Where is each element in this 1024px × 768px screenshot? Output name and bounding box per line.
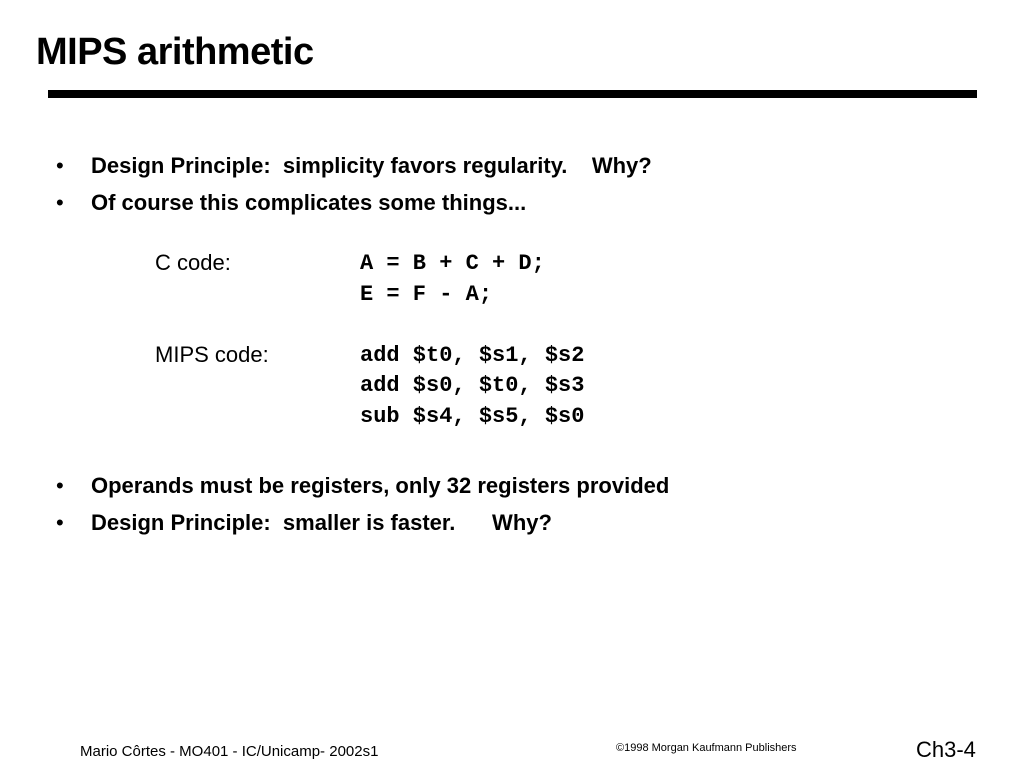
footer-copyright: ©1998 Morgan Kaufmann Publishers [616,742,797,754]
bullet-symbol: • [56,473,64,498]
page-number: Ch3-4 [916,737,976,762]
title-underline [48,90,977,98]
bullet-text: Design Principle: simplicity favors regularity. Why? [91,153,652,178]
mips-code-line: sub $s4, $s5, $s0 [360,404,585,429]
footer-author: Mario Côrtes - MO401 - IC/Unicamp- 2002s1 [80,743,379,760]
bullet-text: Design Principle: smaller is faster. Why? [91,510,552,535]
bullet-item [56,509,552,621]
c-code-line: A = B + C + D; [360,251,545,276]
bullet-text: Operands must be registers, only 32 registers provided [91,473,670,498]
mips-code-line: add $s0, $t0, $s3 [360,373,585,398]
bullet-symbol: • [56,510,64,535]
c-code-label: C code: [155,250,231,275]
bullet-symbol: • [56,190,64,215]
mips-code-label: MIPS code: [155,342,269,367]
bullet-text: Of course this complicates some things... [91,190,527,215]
bullet-symbol: • [56,153,64,178]
c-code-line: E = F - A; [360,282,493,307]
slide-title: MIPS arithmetic [36,31,314,73]
mips-code-line: add $t0, $s1, $s2 [360,343,585,368]
